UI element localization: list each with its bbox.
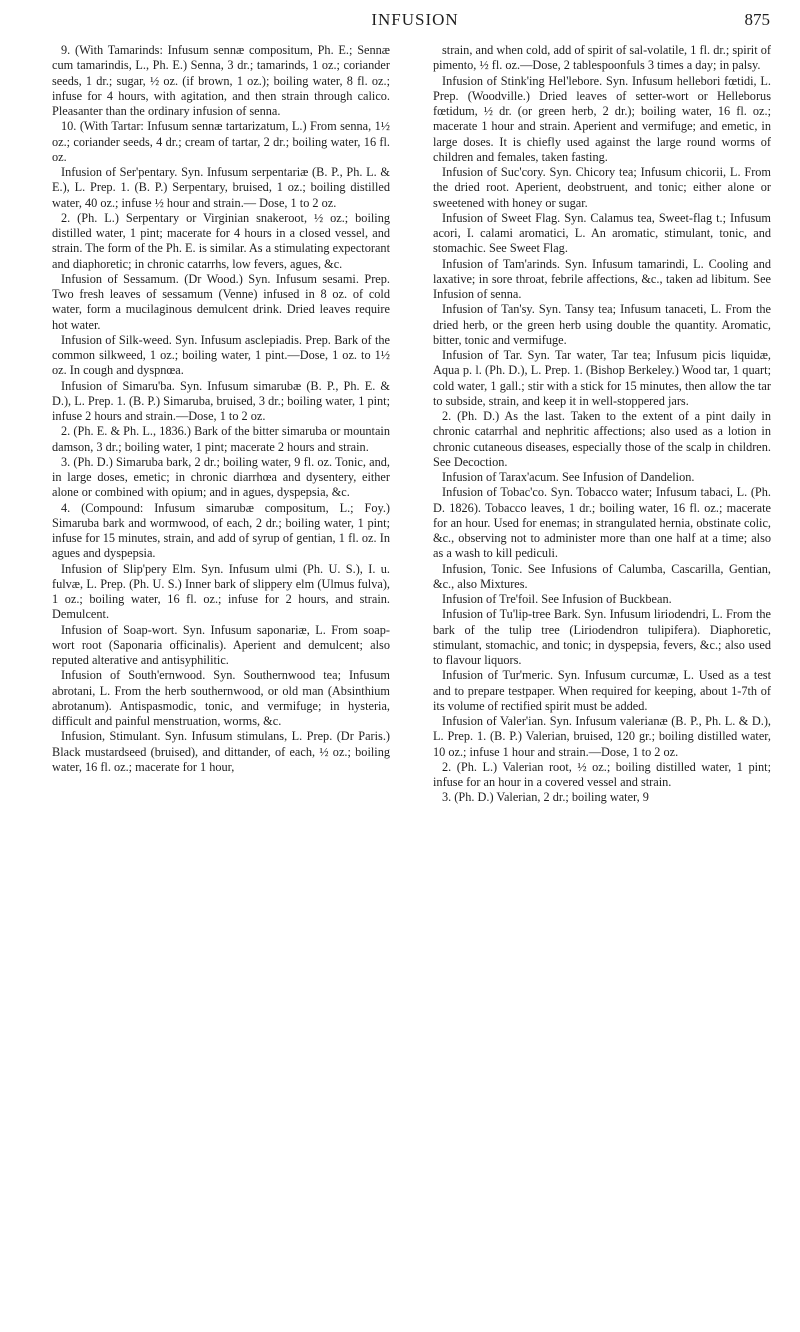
dictionary-paragraph: Infusion of Tar. Syn. Tar water, Tar tea; Infusum picis liquidæ, Aqua p. l. (Ph. D.), L. Prep. 1. (Bishop Berkeley.) Wood tar, 1 quart; cold water, 1 gall.; stir with a stick for 15 minutes, then allow the tar to subside, strain, and keep it in well-stoppered jars. bbox=[433, 348, 771, 408]
dictionary-paragraph: 2. (Ph. E. & Ph. L., 1836.) Bark of the bitter simaruba or mountain damson, 3 dr.; boiling water, 1 pint; macerate 2 hours and strain. bbox=[52, 424, 390, 454]
dictionary-paragraph: Infusion of Simaru'ba. Syn. Infusum simarubæ (B. P., Ph. E. & D.), L. Prep. 1. (B. P.) Simaruba, bruised, 3 dr.; boiling water, 1 pint; infuse 2 hours and strain.—Dose, 1 to 2 oz. bbox=[52, 378, 390, 423]
dictionary-paragraph: Infusion, Tonic. See Infusions of Calumba, Cascarilla, Gentian, &c., also Mixtures. bbox=[433, 561, 771, 591]
dictionary-paragraph: Infusion of Tre'foil. See Infusion of Buckbean. bbox=[442, 592, 672, 606]
header-title: INFUSION bbox=[371, 10, 459, 29]
dictionary-paragraph: Infusion of Suc'cory. Syn. Chicory tea; Infusum chicorii, L. From the dried root. Aperient, deobstruent, and tonic; either alone or sweetened with honey or sugar. bbox=[433, 165, 771, 210]
dictionary-paragraph: Infusion of Tan'sy. Syn. Tansy tea; Infusum tanaceti, L. From the dried herb, or the green herb using double the quantity. Aromatic, bitter, tonic and vermifuge. bbox=[433, 302, 771, 347]
dictionary-paragraph: Infusion of Silk-weed. Syn. Infusum asclepiadis. Prep. Bark of the common silkweed, 1 oz.; boiling water, 1 pint.—Dose, 1 oz. to 1½ oz. In cough and dyspnœa. bbox=[52, 332, 390, 378]
dictionary-paragraph: 10. (With Tartar: Infusum sennæ tartarizatum, L.) From senna, 1½ oz.; coriander seeds, 4 dr.; cream of tartar, 2 dr.; boiling water, 16 fl. oz. bbox=[52, 119, 390, 164]
dictionary-paragraph: 3. (Ph. D.) Valerian, 2 dr.; boiling water, 9 bbox=[442, 790, 649, 805]
dictionary-paragraph: Infusion of Valer'ian. Syn. Infusum valerianæ (B. P., Ph. L. & D.), L. Prep. 1. (B. P.) Valerian, bruised, 120 gr.; boiling distilled water, 10 oz.; infuse 1 hour and strain.—Dose, 1 to 2 oz. bbox=[433, 714, 771, 759]
dictionary-paragraph: Infusion of Sessamum. (Dr Wood.) Syn. Infusum sesami. Prep. Two fresh leaves of sessamum (Venne) infused in 8 oz. of cold water, form a mucilaginous demulcent drink. Dried leaves require hot water. bbox=[52, 271, 390, 332]
dictionary-paragraph: Infusion of Tam'arinds. Syn. Infusum tamarindi, L. Cooling and laxative; in sore throat, febrile affections, &c., taken ad libitum. See Infusion of senna. bbox=[433, 256, 771, 301]
dictionary-paragraph: Infusion of Tarax'acum. See Infusion of Dandelion. bbox=[442, 470, 695, 484]
dictionary-paragraph: Infusion of Ser'pentary. Syn. Infusum serpentariæ (B. P., Ph. L. & E.), L. Prep. 1. (B. P.) Serpentary, bruised, 1 oz.; boiling distilled water, 40 oz.; infuse ½ hour and strain.— Dose, 1 to 2 oz. bbox=[52, 165, 390, 210]
dictionary-paragraph: Infusion of Soap-wort. Syn. Infusum saponariæ, L. From soap-wort root (Saponaria officinalis). Aperient and demulcent; also reputed alterative and antisyphilitic. bbox=[52, 622, 390, 667]
dictionary-paragraph: strain, and when cold, add of spirit of sal-volatile, 1 fl. dr.; spirit of pimento, ½ fl. oz.—Dose, 2 tablespoonfuls 3 times a day; in palsy. bbox=[433, 43, 771, 73]
running-header bbox=[60, 10, 770, 34]
dictionary-paragraph: 9. (With Tamarinds: Infusum sennæ compositum, Ph. E.; Sennæ cum tamarindis, L., Ph. E.) Senna, 3 dr.; tamarinds, 1 oz.; coriander seeds, 1 dr.; sugar, ½ oz. (if brown, 1 oz.); boiling water, 8 fl. oz.; infuse for 4 hours, with agitation, and then strain through calico. Pleasanter than the ordinary infusion of senna. bbox=[52, 43, 390, 118]
dictionary-paragraph: 2. (Ph. L.) Serpentary or Virginian snakeroot, ½ oz.; boiling distilled water, 1 pint; macerate for 4 hours in a closed vessel, and strain. The form of the Ph. E. is similar. As a stimulating expectorant and diaphoretic; in chronic catarrhs, low fevers, agues, &c. bbox=[52, 210, 390, 271]
dictionary-paragraph: 2. (Ph. D.) As the last. Taken to the extent of a pint daily in chronic catarrhal and nephritic affections; also used as a lotion in chronic cutaneous diseases, especially those of the scalp in children. See Decoction. bbox=[433, 409, 771, 469]
page-number: 875 bbox=[744, 10, 770, 29]
dictionary-paragraph: 3. (Ph. D.) Simaruba bark, 2 dr.; boiling water, 9 fl. oz. Tonic, and, in large doses, emetic; in chronic diarrhœa and dysentery, either alone or combined with opium; and in agues, dyspepsia, &c. bbox=[52, 454, 390, 500]
dictionary-paragraph: 4. (Compound: Infusum simarubæ compositum, L.; Foy.) Simaruba bark and wormwood, of each, 2 dr.; boiling water, 1 pint; infuse for 15 minutes, strain, and add of syrup of gentian, 1 fl. oz. In agues and dyspepsia. bbox=[52, 500, 390, 561]
dictionary-paragraph: Infusion of South'ernwood. Syn. Southernwood tea; Infusum abrotani, L. From the herb southernwood, or old man (Absinthium abrotanum). Antispasmodic, tonic, and vermifuge; in hysteria, difficult and painful menstruation, worms, &c. bbox=[52, 668, 390, 728]
dictionary-paragraph: Infusion, Stimulant. Syn. Infusum stimulans, L. Prep. (Dr Paris.) Black mustardseed (bruised), and dittander, of each, ½ oz.; boiling water, 16 fl. oz.; macerate for 1 hour, bbox=[52, 729, 390, 774]
left-column bbox=[52, 43, 390, 775]
dictionary-paragraph: Infusion of Sweet Flag. Syn. Calamus tea, Sweet-flag t.; Infusum acori, I. calami aromatici, L. An aromatic, stimulant, tonic, and stomachic. See Sweet Flag. bbox=[433, 210, 771, 256]
dictionary-paragraph: Infusion of Slip'pery Elm. Syn. Infusum ulmi (Ph. U. S.), I. u. fulvæ, L. Prep. (Ph. U. S.) Inner bark of slippery elm (Ulmus fulva), 1 oz.; boiling water, 16 fl. oz.; infuse for 2 hours, and strain. Demulcent. bbox=[52, 561, 390, 622]
dictionary-paragraph: Infusion of Tobac'co. Syn. Tobacco water; Infusum tabaci, L. (Ph. D. 1826). Tobacco leaves, 1 dr.; boiling water, 16 fl. oz.; macerate for an hour. Used for enemas; in strangulated hernia, obstinate colic, &c., observing not to administer more than one half at a time; also as a wash to kill pediculi. bbox=[433, 485, 771, 561]
right-column bbox=[433, 43, 771, 806]
dictionary-paragraph: Infusion of Tur'meric. Syn. Infusum curcumæ, L. Used as a test and to prepare testpaper. When required for keeping, about 1-7th of its volume of rectified spirit must be added. bbox=[433, 668, 771, 713]
dictionary-paragraph: Infusion of Stink'ing Hel'lebore. Syn. Infusum hellebori fœtidi, L. Prep. (Woodville.) Dried leaves of setter-wort or Helleborus fœtidum, ½ dr. (or green herb, 2 dr.); boiling water, 16 fl. oz.; macerate 1 hour and strain. Aperient and vermifuge; and emetic, in large doses. It is chiefly used against the large round worms of children and females, taken fasting. bbox=[433, 73, 771, 164]
dictionary-paragraph: Infusion of Tu'lip-tree Bark. Syn. Infusum liriodendri, L. From the bark of the tulip tree (Liriodendron tulipifera). Diaphoretic, stimulant, stomachic, and tonic; in dyspepsia, fevers, &c.; also used to flavour liquors. bbox=[433, 607, 771, 667]
dictionary-paragraph: 2. (Ph. L.) Valerian root, ½ oz.; boiling distilled water, 1 pint; infuse for an hour in a covered vessel and strain. bbox=[433, 759, 771, 789]
